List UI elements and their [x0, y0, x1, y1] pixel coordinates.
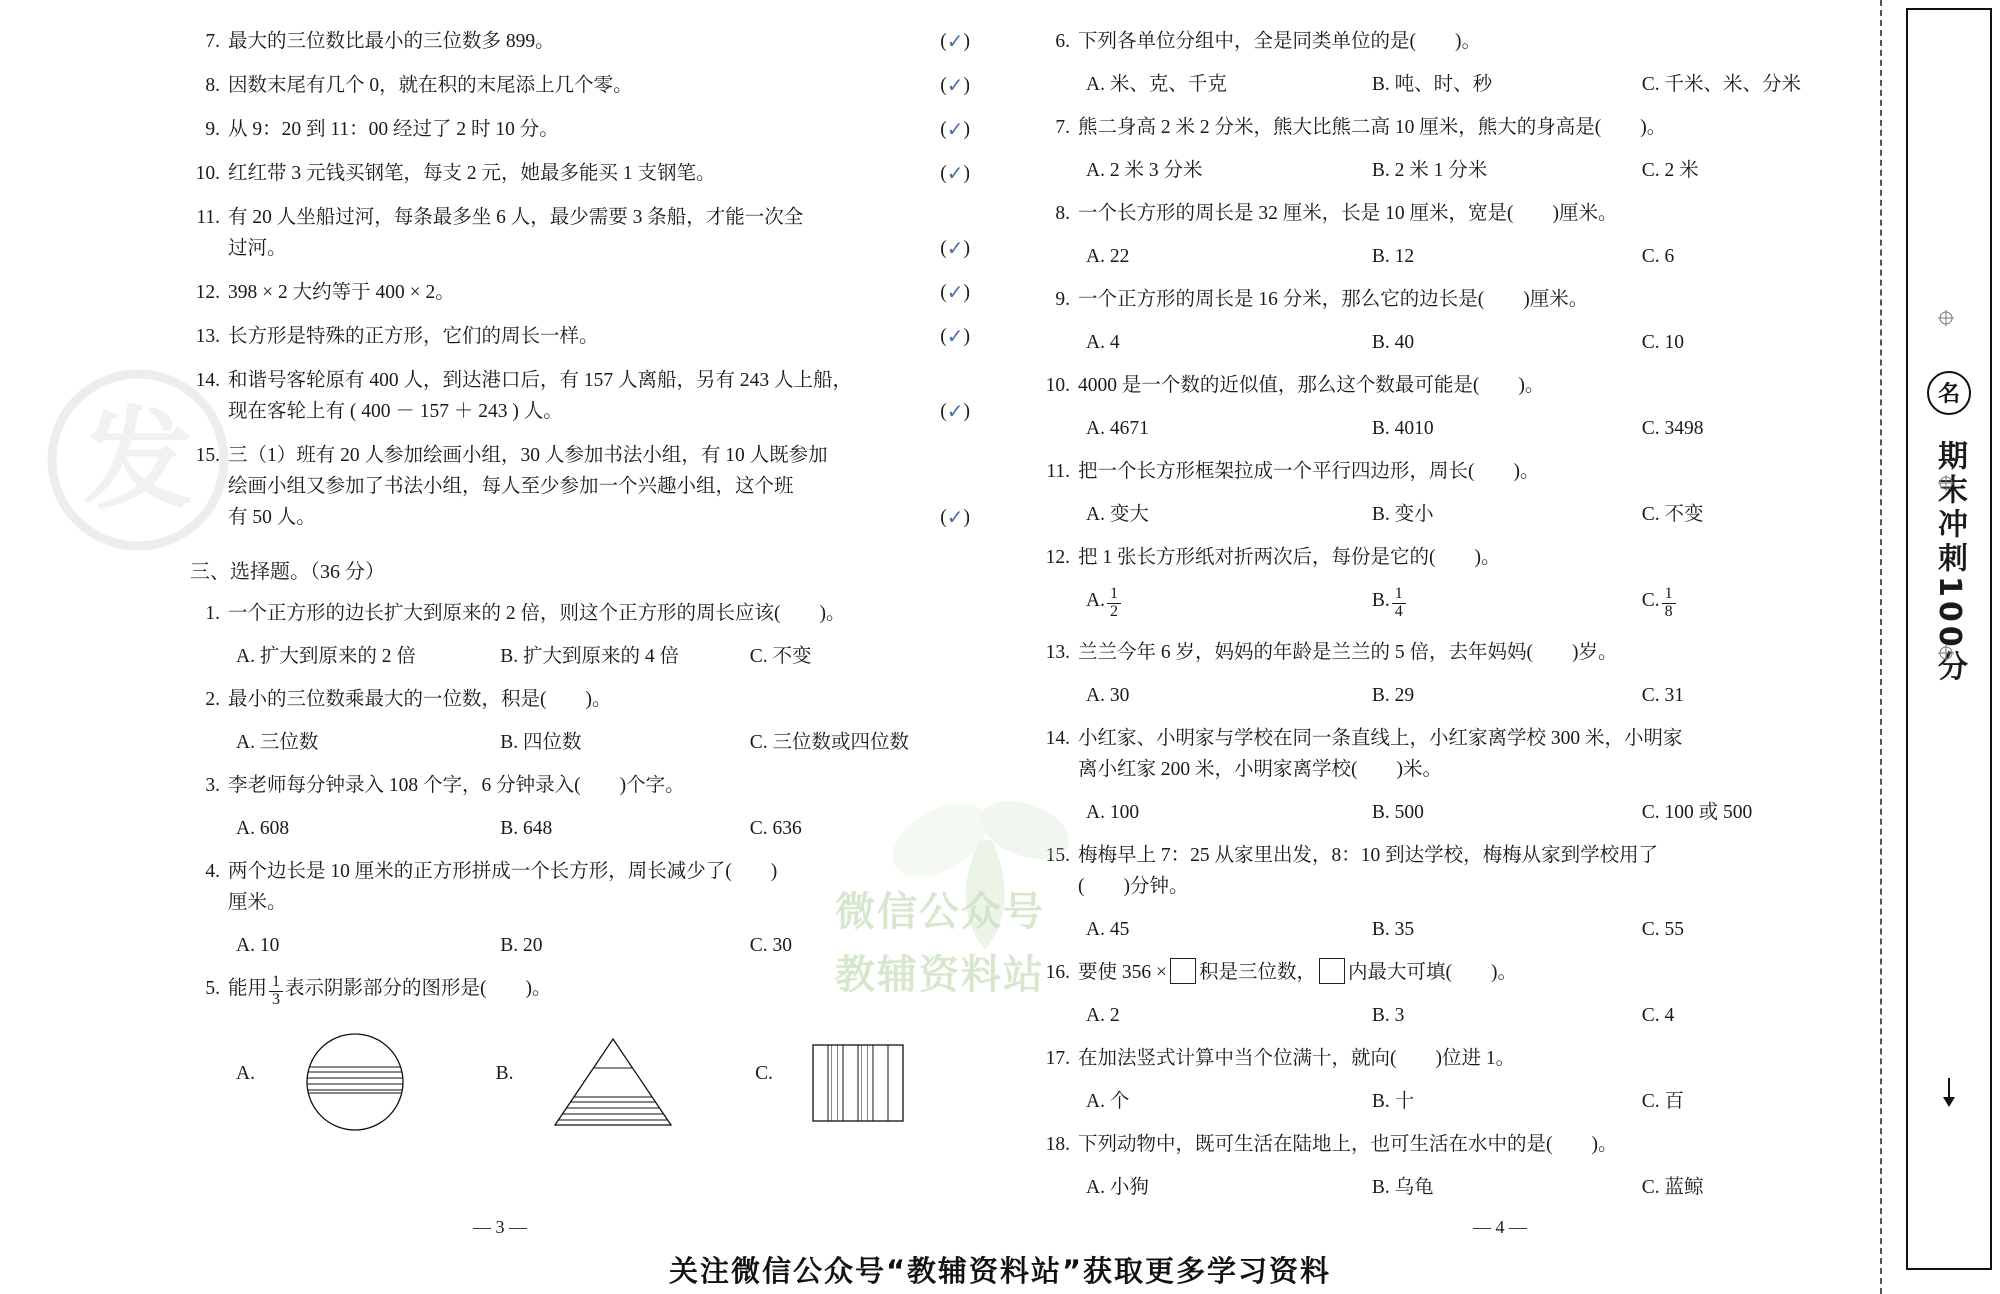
- item-body: [228, 202, 970, 264]
- item-text: 有 20 人坐船过河，每条最多坐 6 人，最少需要 3 条船，才能一次全: [228, 207, 804, 228]
- item-body: 在加法竖式计算中当个位满十，就向( )位进 1。: [1078, 1047, 1516, 1069]
- item-body: [228, 26, 970, 57]
- option-b[interactable]: B. 乌龟: [1371, 1176, 1434, 1198]
- option-c[interactable]: C. 636: [749, 818, 802, 839]
- option-a[interactable]: A. 小狗: [1086, 1176, 1149, 1198]
- item-number: 13.: [195, 326, 220, 347]
- item-body: [228, 321, 970, 352]
- option-c[interactable]: C. 不变: [1641, 504, 1704, 525]
- option-a[interactable]: A. 个: [1086, 1090, 1130, 1112]
- judge-item: [190, 202, 970, 264]
- item-number: 8.: [205, 75, 220, 96]
- figure-option-a[interactable]: [236, 1027, 496, 1137]
- option-c[interactable]: C. 2 米: [1641, 160, 1699, 181]
- option-b[interactable]: B. 35: [1371, 918, 1415, 940]
- figure-label-c: C.: [755, 1062, 774, 1084]
- footer-note: 关注微信公众号“教辅资料站”获取更多学习资料: [668, 1254, 1332, 1288]
- item-number: 13.: [1045, 641, 1070, 663]
- item-number: 12.: [1045, 547, 1070, 568]
- choice-item: [1040, 456, 1880, 487]
- answer-bracket[interactable]: (✓): [940, 396, 970, 427]
- item-number: 18.: [1045, 1133, 1070, 1155]
- watermark-text: 微信公众号 教辅资料站: [835, 889, 1045, 998]
- item-number: 11.: [1046, 461, 1070, 482]
- choice-item: [1040, 723, 1880, 785]
- judge-item: [190, 114, 970, 145]
- item-text: 最大的三位数比最小的三位数多 899。: [228, 31, 555, 52]
- fraction-eighth: $\frac{1}{8}$: [1662, 586, 1676, 621]
- option-a[interactable]: A. 100: [1086, 801, 1140, 823]
- option-row: [1040, 915, 1880, 945]
- option-a[interactable]: A. 4671: [1086, 418, 1149, 439]
- option-c[interactable]: C. 百: [1641, 1090, 1685, 1112]
- option-b[interactable]: B. $\frac{1}{4}$: [1372, 586, 1642, 621]
- circle-shaded-figure: [265, 1027, 445, 1137]
- item-text: 398 × 2 大约等于 400 × 2。: [228, 282, 455, 303]
- option-a[interactable]: A. 30: [1086, 684, 1130, 706]
- item-number: 15.: [195, 445, 220, 466]
- figure-label-a: A.: [236, 1062, 255, 1084]
- option-row: [1040, 242, 1880, 272]
- item-number: 2.: [205, 689, 220, 710]
- item-text: 长方形是特殊的正方形，它们的周长一样。: [228, 326, 599, 347]
- rectangle-shaded-figure: [783, 1027, 933, 1137]
- item-number: 9.: [205, 119, 220, 140]
- option-a[interactable]: A. 米、克、千克: [1086, 74, 1227, 95]
- item-body: 梅梅早上 7：25 从家里出发，8：10 到达学校，梅梅从家到学校用了 ( )分钟。: [1078, 844, 1659, 897]
- figure-option-b[interactable]: [496, 1027, 756, 1137]
- registration-mark: [1938, 310, 1954, 326]
- item-number: 12.: [195, 282, 220, 303]
- option-row: [1040, 156, 1880, 186]
- option-row: [190, 931, 970, 961]
- choice-item: [1040, 198, 1880, 229]
- option-a[interactable]: A. 10: [236, 935, 280, 956]
- item-number: 9.: [1055, 289, 1070, 310]
- item-body: 把一个长方形框架拉成一个平行四边形，周长( )。: [1078, 461, 1540, 482]
- blank-box-2[interactable]: [1319, 958, 1345, 984]
- choice-item: [190, 856, 970, 918]
- answer-bracket[interactable]: (✓): [940, 26, 970, 57]
- option-c[interactable]: C. 三位数或四位数: [749, 732, 910, 753]
- choice-item: [1040, 370, 1880, 401]
- answer-bracket[interactable]: (✓): [940, 158, 970, 189]
- item-body: 下列动物中，既可生活在陆地上，也可生活在水中的是( )。: [1078, 1133, 1618, 1155]
- item-body: 把 1 张长方形纸对折两次后，每份是它的( )。: [1078, 547, 1501, 568]
- option-a[interactable]: A. 变大: [1086, 504, 1149, 525]
- option-c[interactable]: C. 不变: [749, 646, 812, 667]
- option-c[interactable]: C. 31: [1641, 684, 1685, 706]
- choice-item: [1040, 112, 1880, 143]
- option-row: [1040, 1173, 1880, 1203]
- option-b[interactable]: B. 500: [1371, 801, 1424, 823]
- option-b[interactable]: B. 12: [1371, 246, 1415, 267]
- item-number: 11.: [196, 207, 220, 228]
- item-text-cont: (✓) 过河。: [228, 233, 970, 264]
- item-text: 因数末尾有几个 0，就在积的末尾添上几个零。: [228, 75, 633, 96]
- choice-item: [190, 973, 970, 1009]
- item-text-cont: 绘画小组又参加了书法小组，每人至少参加一个兴趣小组，这个班: [228, 476, 794, 497]
- option-row: [1040, 1001, 1880, 1031]
- check-icon: ✓: [946, 31, 964, 53]
- item-body: 最小的三位数乘最大的一位数，积是( )。: [228, 689, 612, 710]
- choice-item: [1040, 1129, 1880, 1160]
- option-c[interactable]: C. 30: [749, 935, 793, 956]
- item-number: 16.: [1045, 961, 1070, 983]
- option-a[interactable]: A. 4: [1086, 332, 1120, 353]
- item-body: [228, 70, 970, 101]
- svg-text:名: 名: [1937, 382, 1961, 407]
- item-body: 4000 是一个数的近似值，那么这个数最可能是( )。: [1078, 375, 1545, 396]
- option-c[interactable]: C. $\frac{1}{8}$: [1642, 586, 1880, 621]
- item-text: 和谐号客轮原有 400 人，到达港口后，有 157 人离船，另有 243 人上船，: [228, 370, 853, 391]
- item-body: [228, 158, 970, 189]
- choice-item: [190, 684, 970, 715]
- check-icon: ✓: [946, 163, 964, 185]
- item-number: 4.: [205, 861, 220, 882]
- option-a[interactable]: A. 608: [236, 818, 290, 839]
- option-b[interactable]: B. 2 米 1 分米: [1371, 160, 1488, 181]
- option-row: [190, 728, 970, 758]
- figure-options-row: [190, 1027, 970, 1137]
- item-body: 下列各单位分组中，全是同类单位的是( )。: [1078, 31, 1481, 52]
- choice-item: [1040, 840, 1880, 902]
- section-heading-choice: 三、选择题。（36 分）: [190, 561, 385, 583]
- option-c[interactable]: C. 蓝鲸: [1641, 1176, 1704, 1198]
- option-a[interactable]: A. 三位数: [236, 732, 319, 753]
- option-b[interactable]: B. 十: [1371, 1090, 1415, 1112]
- item-number: 8.: [1055, 203, 1070, 224]
- option-row-fraction: [1040, 586, 1880, 621]
- check-icon: ✓: [946, 238, 964, 260]
- item-number: 17.: [1045, 1047, 1070, 1069]
- item-number: 6.: [1055, 31, 1070, 52]
- option-b[interactable]: B. 40: [1371, 332, 1415, 353]
- item-body: 要使 356 × 积是三位数， 内最大可填( )。: [1078, 957, 1880, 988]
- right-column: [1000, 0, 2000, 1294]
- choice-item: [1040, 26, 1880, 57]
- option-c[interactable]: C. 6: [1641, 246, 1675, 267]
- item-body: 一个长方形的周长是 32 厘米，长是 10 厘米，宽是( )厘米。: [1078, 203, 1618, 224]
- answer-bracket[interactable]: (✓): [940, 70, 970, 101]
- item-text: 红红带 3 元钱买钢笔，每支 2 元，她最多能买 1 支钢笔。: [228, 163, 716, 184]
- fraction-one-third: $\frac{1}{3}$: [269, 974, 283, 1009]
- registration-mark: [1938, 475, 1954, 491]
- item-body: 小红家、小明家与学校在同一条直线上，小红家离学校 300 米，小明家 离小红家 200 米，小明家离学校( )米。: [1078, 727, 1683, 780]
- check-icon: ✓: [946, 282, 964, 304]
- item-body: 两个边长是 10 厘米的正方形拼成一个长方形，周长减少了( ) 厘米。: [228, 861, 778, 913]
- option-row: [1040, 328, 1880, 358]
- option-row: [1040, 70, 1880, 100]
- option-a[interactable]: A. 45: [1086, 918, 1130, 940]
- judge-item: [190, 158, 970, 189]
- option-row: [1040, 500, 1880, 530]
- item-body: 熊二身高 2 米 2 分米，熊大比熊二高 10 厘米，熊大的身高是( )。: [1078, 117, 1667, 138]
- item-text: 三（1）班有 20 人参加绘画小组，30 人参加书法小组，有 10 人既参加: [228, 445, 828, 466]
- option-a[interactable]: A. 2 米 3 分米: [1086, 160, 1203, 181]
- svg-text:发: 发: [83, 396, 193, 524]
- check-icon: ✓: [946, 401, 964, 423]
- item-text-cont: (✓) 现在客轮上有 ( 400 － 157 ＋ 243 ) 人。: [228, 396, 970, 427]
- item-body: [228, 114, 970, 145]
- option-row: [1040, 798, 1880, 828]
- choice-item: [1040, 957, 1880, 988]
- option-a[interactable]: A. $\frac{1}{2}$: [1086, 586, 1372, 621]
- choice-item: [1040, 1043, 1880, 1074]
- option-a[interactable]: A. 22: [1086, 246, 1130, 267]
- option-c[interactable]: C. 4: [1641, 1004, 1675, 1026]
- answer-bracket[interactable]: (✓): [940, 277, 970, 308]
- option-a[interactable]: A. 扩大到原来的 2 倍: [236, 646, 416, 667]
- registration-mark: [1938, 645, 1954, 661]
- page-number-right: — 4 —: [1473, 1217, 1527, 1237]
- judge-item: [190, 277, 970, 308]
- item-number: 1.: [205, 603, 220, 624]
- answer-bracket[interactable]: (✓): [940, 233, 970, 264]
- option-b[interactable]: B. 变小: [1371, 504, 1434, 525]
- choice-item: [190, 770, 970, 801]
- answer-bracket[interactable]: (✓): [940, 502, 970, 533]
- option-b[interactable]: B. 4010: [1371, 418, 1434, 439]
- item-body: [228, 277, 970, 308]
- judge-item: [190, 321, 970, 352]
- option-row: [1040, 414, 1880, 444]
- item-number: 7.: [1055, 117, 1070, 138]
- item-body: [228, 365, 970, 427]
- judge-item: [190, 70, 970, 101]
- answer-bracket[interactable]: (✓): [940, 321, 970, 352]
- option-c[interactable]: C. 100 或 500: [1641, 801, 1753, 823]
- choice-item: [190, 598, 970, 629]
- brand-logo: [1926, 370, 1972, 423]
- option-b[interactable]: B. 吨、时、秒: [1371, 74, 1493, 95]
- fraction-quarter: $\frac{1}{4}$: [1392, 586, 1406, 621]
- item-number: 3.: [205, 775, 220, 796]
- judge-item: [190, 26, 970, 57]
- answer-bracket[interactable]: (✓): [940, 114, 970, 145]
- cut-line: [1880, 0, 1882, 1294]
- judge-item: [190, 440, 970, 533]
- option-b[interactable]: B. 四位数: [500, 732, 582, 753]
- option-row: [1040, 681, 1880, 711]
- fraction-half: $\frac{1}{2}$: [1107, 586, 1121, 621]
- option-b[interactable]: B. 29: [1371, 684, 1415, 706]
- item-body: 李老师每分钟录入 108 个字，6 分钟录入( )个字。: [228, 775, 685, 796]
- figure-option-c[interactable]: [755, 1027, 970, 1137]
- choice-item: [1040, 284, 1880, 315]
- option-c[interactable]: C. 千米、米、分米: [1641, 74, 1802, 95]
- figure-label-b: B.: [495, 1062, 514, 1084]
- check-icon: ✓: [946, 507, 964, 529]
- side-tab: [1906, 8, 1992, 1270]
- check-icon: ✓: [946, 119, 964, 141]
- item-number: 7.: [205, 31, 220, 52]
- item-text: 从 9：20 到 11：00 经过了 2 时 10 分。: [228, 119, 559, 140]
- item-number: 14.: [1045, 727, 1070, 749]
- option-b[interactable]: B. 3: [1371, 1004, 1405, 1026]
- option-b[interactable]: B. 扩大到原来的 4 倍: [500, 646, 679, 667]
- check-icon: ✓: [946, 326, 964, 348]
- item-body: 一个正方形的边长扩大到原来的 2 倍，则这个正方形的周长应该( )。: [228, 603, 846, 624]
- item-text-cont2: (✓) 有 50 人。: [228, 502, 970, 533]
- blank-box-1[interactable]: [1170, 958, 1196, 984]
- check-icon: ✓: [946, 75, 964, 97]
- option-a[interactable]: A. 2: [1086, 1004, 1120, 1026]
- option-b[interactable]: B. 20: [500, 935, 543, 956]
- option-row: [190, 642, 970, 672]
- item-number: 10.: [1045, 375, 1070, 396]
- option-c[interactable]: C. 10: [1641, 332, 1685, 353]
- item-body: [228, 440, 970, 533]
- item-number: 5.: [205, 978, 220, 999]
- item-number: 15.: [1045, 844, 1070, 866]
- item-body: 兰兰今年 6 岁，妈妈的年龄是兰兰的 5 倍，去年妈妈( )岁。: [1078, 641, 1618, 663]
- page-number-left: — 3 —: [473, 1217, 527, 1237]
- side-tab-title: 期末冲刺100分: [1932, 440, 1967, 685]
- option-b[interactable]: B. 648: [500, 818, 553, 839]
- option-row: [190, 814, 970, 844]
- item-number: 10.: [195, 163, 220, 184]
- choice-item: [1040, 637, 1880, 668]
- triangle-shaded-figure: [523, 1027, 703, 1137]
- arrow-down-icon: [1940, 1078, 1958, 1108]
- item-body: 一个正方形的周长是 16 分米，那么它的边长是( )厘米。: [1078, 289, 1589, 310]
- item-number: 14.: [195, 370, 220, 391]
- item-body: 能用 $\frac{1}{3}$ 表示阴影部分的图形是( )。: [228, 973, 552, 1008]
- option-c[interactable]: C. 55: [1641, 918, 1685, 940]
- option-c[interactable]: C. 3498: [1641, 418, 1704, 439]
- judge-item: [190, 365, 970, 427]
- option-row: [1040, 1087, 1880, 1117]
- choice-item: [1040, 542, 1880, 573]
